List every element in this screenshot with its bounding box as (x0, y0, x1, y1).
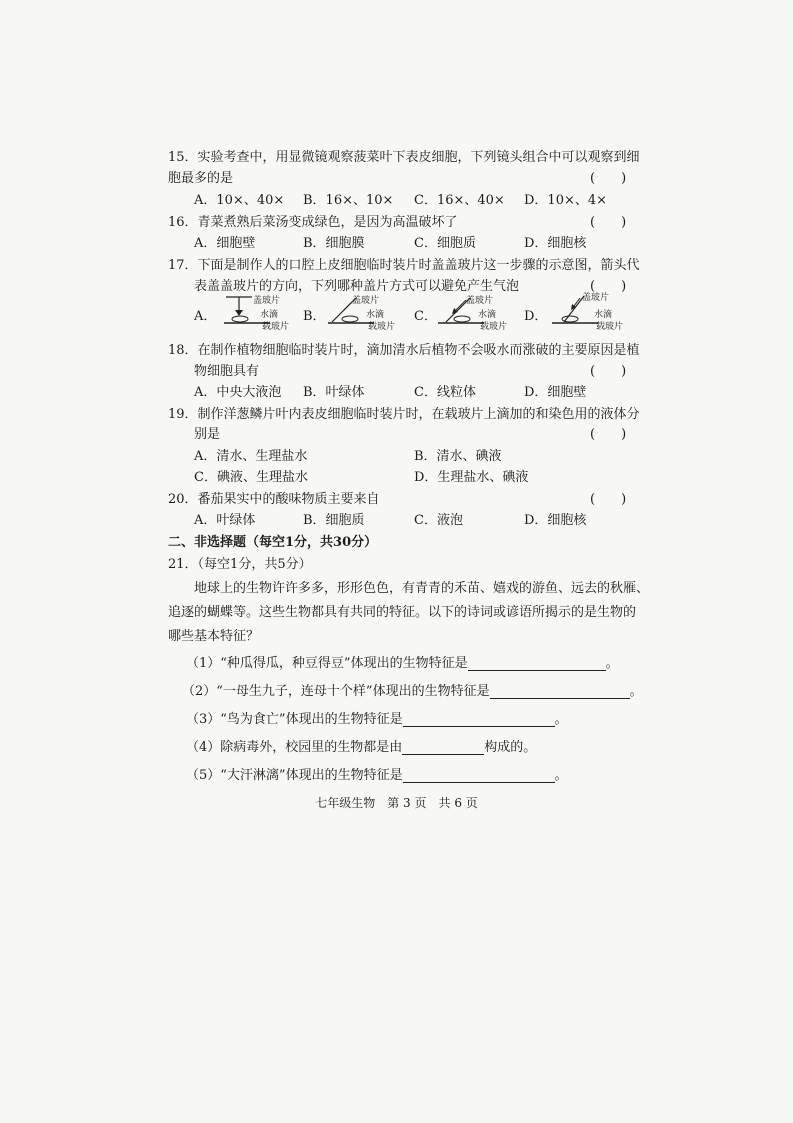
q18-option-c: C．线粒体 (414, 385, 476, 400)
q16-option-b: B．细胞膜 (303, 236, 365, 251)
section-heading: 二、非选择题（每空1分，共30分） (168, 535, 378, 550)
q17-option-a-letter: A． (194, 309, 217, 324)
q17-a-label-cover: 盖玻片 (253, 296, 281, 306)
q21-item-3 (186, 708, 568, 727)
q18-stem-line1: 18．在制作植物细胞临时装片时，滴加清水后植物不会吸水而涨破的主要原因是植 (168, 343, 640, 358)
q15-answer-paren[interactable]: ( ) (590, 171, 627, 186)
q17-answer-paren[interactable]: ( ) (590, 279, 627, 294)
q21-item-2-text: （2）“一母生九子，连母十个样”体现出的生物特征是 (182, 684, 490, 699)
q20-option-d: D．细胞核 (524, 513, 587, 528)
q21-item-5-text: （5）“大汗淋漓”体现出的生物特征是 (186, 768, 403, 783)
q21-item-3-text: （3）“鸟为食亡”体现出的生物特征是 (186, 712, 403, 727)
q17-b-label-slide: 载玻片 (368, 322, 396, 332)
q19-option-b: B．清水、碘液 (414, 449, 502, 464)
q21-item-2-blank[interactable] (490, 684, 630, 699)
q21-paragraph-line3: 哪些基本特征？ (168, 629, 260, 644)
q17-d-label-cover: 盖玻片 (582, 293, 610, 303)
q21-item-2-end: 。 (629, 684, 643, 699)
q15-stem-line1: 15．实验考查中，用显微镜观察菠菜叶下表皮细胞，下列镜头组合中可以观察到细 (168, 150, 640, 165)
q17-c-label-cover: 盖玻片 (466, 296, 494, 306)
q17-stem-line2: 表盖盖玻片的方向，下列哪种盖片方式可以避免产生气泡 (194, 279, 520, 294)
q20-option-c: C．液泡 (414, 513, 463, 528)
q19-option-d: D．生理盐水、碘液 (414, 470, 529, 485)
q21-item-3-end: 。 (554, 712, 568, 727)
q17-c-label-slide: 载玻片 (480, 322, 508, 332)
q21-item-1-end: 。 (605, 656, 619, 671)
q21-item-1-blank[interactable] (468, 656, 606, 671)
q21-item-1-text: （1）“种瓜得瓜，种豆得豆”体现出的生物特征是 (186, 656, 468, 671)
q18-option-a: A．中央大液泡 (194, 385, 282, 400)
q21-item-5-end: 。 (554, 768, 568, 783)
q15-option-c: C．16×、40× (414, 193, 505, 208)
q17-stem-line1: 17．下面是制作人的口腔上皮细胞临时装片时盖盖玻片这一步骤的示意图，箭头代 (168, 258, 640, 273)
q21-item-1 (186, 652, 619, 671)
q18-stem-line2: 物细胞具有 (194, 364, 260, 379)
q16-stem: 16．青菜煮熟后菜汤变成绿色，是因为高温破坏了 (168, 215, 458, 230)
q21-item-4-end: 构成的。 (484, 740, 537, 755)
q15-option-d: D．10×、4× (524, 193, 608, 208)
q16-option-c: C．细胞质 (414, 236, 476, 251)
q17-d-label-water: 水滴 (594, 310, 613, 320)
q17-d-label-slide: 载玻片 (596, 322, 624, 332)
q21-item-4-blank[interactable] (402, 740, 484, 755)
q17-b-label-cover: 盖玻片 (352, 296, 380, 306)
q18-option-d: D．细胞壁 (524, 385, 587, 400)
q17-b-label-water: 水滴 (366, 310, 385, 320)
q16-answer-paren[interactable]: ( ) (590, 215, 627, 230)
q21-item-4 (186, 736, 536, 755)
q20-option-a: A．叶绿体 (194, 513, 256, 528)
q19-answer-paren[interactable]: ( ) (590, 427, 627, 442)
page-footer: 七年级生物 第 3 页 共 6 页 (315, 796, 478, 810)
q18-answer-paren[interactable]: ( ) (590, 364, 627, 379)
q19-stem-line1: 19．制作洋葱鳞片叶内表皮细胞临时装片时，在载玻片上滴加的和染色用的液体分 (168, 407, 640, 422)
q20-answer-paren[interactable]: ( ) (590, 492, 627, 507)
q15-stem-line2: 胞最多的是 (168, 171, 234, 186)
q21-item-4-text: （4）除病毒外，校园里的生物都是由 (186, 740, 403, 755)
q16-option-d: D．细胞核 (524, 236, 587, 251)
q21-item-5 (186, 764, 568, 783)
q17-option-c-letter: C． (414, 309, 437, 324)
q19-option-c: C．碘液、生理盐水 (194, 470, 308, 485)
q20-option-b: B．细胞质 (303, 513, 365, 528)
q21-paragraph-line2: 追逐的蝴蝶等。这些生物都具有共同的特征。以下的诗词或谚语所揭示的是生物的 (168, 605, 637, 620)
q17-option-b-letter: B． (303, 309, 326, 324)
q17-option-d-letter: D． (524, 309, 548, 324)
q17-c-label-water: 水滴 (478, 310, 497, 320)
q19-option-a: A．清水、生理盐水 (194, 449, 308, 464)
q20-stem: 20．番茄果实中的酸味物质主要来自 (168, 492, 380, 507)
q21-item-3-blank[interactable] (403, 712, 555, 727)
q21-heading: 21．（每空1分，共5分） (168, 557, 312, 572)
q16-option-a: A．细胞壁 (194, 236, 256, 251)
q21-item-2 (182, 680, 643, 699)
q21-paragraph-line1: 地球上的生物许许多多，形形色色，有青青的禾苗、嬉戏的游鱼、远去的秋雁、 (194, 581, 650, 596)
q17-a-label-water: 水滴 (260, 310, 279, 320)
q17-a-label-slide: 载玻片 (262, 322, 290, 332)
q21-item-5-blank[interactable] (403, 768, 555, 783)
q15-option-b: B．16×、10× (303, 193, 394, 208)
q19-stem-line2: 别是 (194, 427, 221, 442)
q18-option-b: B．叶绿体 (303, 385, 365, 400)
q15-option-a: A．10×、40× (194, 193, 285, 208)
